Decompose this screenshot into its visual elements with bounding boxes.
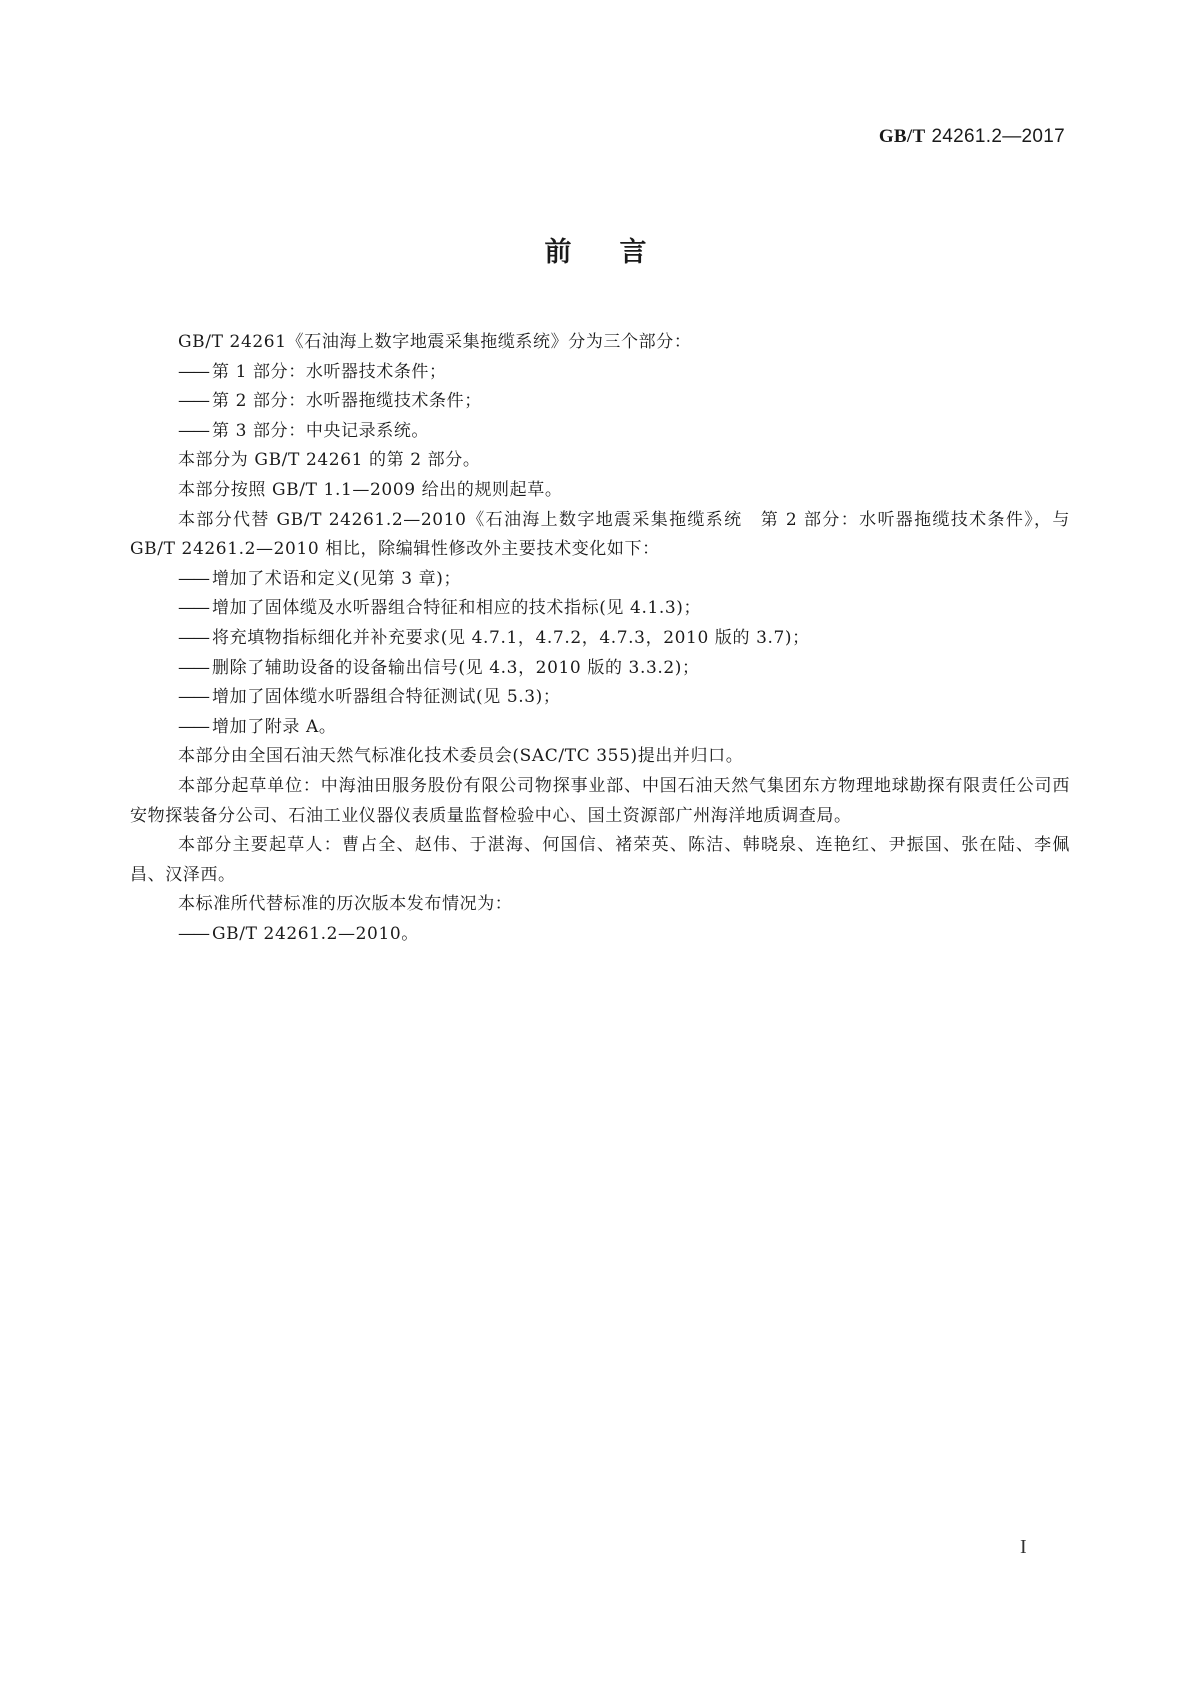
em-dash: —— bbox=[178, 923, 208, 944]
standard-code-prefix: GB/T bbox=[878, 126, 926, 147]
intro-paragraph: GB/T 24261《石油海上数字地震采集拖缆系统》分为三个部分： bbox=[178, 332, 692, 352]
em-dash: —— bbox=[178, 687, 208, 708]
change-list-item: —— 删除了辅助设备的设备输出信号(见 4.3，2010 版的 3.3.2)； bbox=[178, 657, 700, 678]
replaces-paragraph: 本部分代替 GB/T 24261.2—2010《石油海上数字地震采集拖缆系统 第 2 部分：水听器拖缆技术条件》，与 GB/T 24261.2—2010 相比，除编辑性修改外主要技术变化如下： bbox=[130, 509, 1070, 560]
page-title bbox=[0, 230, 1191, 269]
history-intro-paragraph: 本标准所代替标准的历次版本发布情况为： bbox=[178, 894, 513, 915]
drafters-paragraph: 本部分主要起草人：曹占全、赵伟、于湛海、何国信、褚荣英、陈洁、韩晓泉、连艳红、尹振国、张在陆、李佩昌、汉泽西。 bbox=[130, 835, 1070, 885]
em-dash: —— bbox=[178, 716, 208, 737]
em-dash: —— bbox=[178, 391, 208, 412]
part-list-item: —— 第 2 部分：水听器拖缆技术条件； bbox=[178, 391, 482, 412]
em-dash: —— bbox=[178, 657, 208, 678]
em-dash: —— bbox=[178, 627, 208, 648]
em-dash: —— bbox=[178, 598, 208, 619]
standard-code-header bbox=[879, 126, 1065, 148]
proposed-by-paragraph: 本部分由全国石油天然气标准化技术委员会(SAC/TC 355)提出并归口。 bbox=[178, 746, 744, 767]
title-char-1: 前 bbox=[544, 237, 572, 268]
em-dash: —— bbox=[178, 420, 208, 441]
title-char-2: 言 bbox=[619, 237, 647, 268]
foreword-body bbox=[130, 328, 1070, 949]
change-list-item: —— 增加了术语和定义(见第 3 章)； bbox=[178, 568, 462, 589]
em-dash: —— bbox=[178, 361, 208, 382]
standard-code-number: 24261.2—2017 bbox=[931, 126, 1065, 147]
part-list-item: —— 第 3 部分：中央记录系统。 bbox=[178, 420, 430, 441]
this-part-paragraph: 本部分为 GB/T 24261 的第 2 部分。 bbox=[178, 450, 481, 471]
part-list-item: —— 第 1 部分：水听器技术条件； bbox=[178, 361, 447, 382]
em-dash: —— bbox=[178, 568, 208, 589]
page-number: I bbox=[1020, 1536, 1027, 1558]
change-list-item: —— 增加了附录 A。 bbox=[178, 716, 337, 737]
drafting-units-paragraph: 本部分起草单位：中海油田服务股份有限公司物探事业部、中国石油天然气集团东方物理地球勘探有限责任公司西安物探装备分公司、石油工业仪器仪表质量监督检验中心、国土资源部广州海洋地质调查局。 bbox=[130, 775, 1070, 826]
change-list-item: —— 增加了固体缆水听器组合特征测试(见 5.3)； bbox=[178, 687, 561, 708]
drafting-rules-paragraph: 本部分按照 GB/T 1.1—2009 给出的规则起草。 bbox=[178, 479, 563, 500]
history-list-item: —— GB/T 24261.2—2010。 bbox=[178, 923, 419, 944]
change-list-item: —— 将充填物指标细化并补充要求(见 4.7.1，4.7.2，4.7.3，2010 版的 3.7)； bbox=[178, 627, 810, 648]
change-list-item: —— 增加了固体缆及水听器组合特征和相应的技术指标(见 4.1.3)； bbox=[178, 598, 702, 619]
